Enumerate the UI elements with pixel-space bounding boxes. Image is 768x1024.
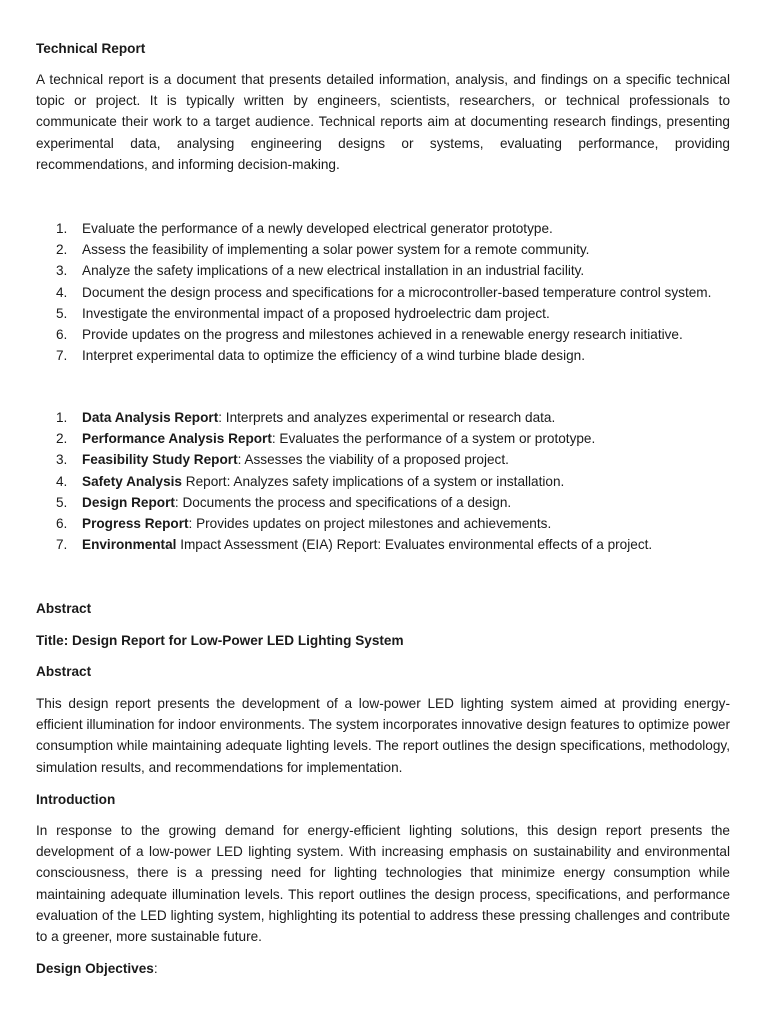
document-title: Technical Report bbox=[36, 41, 146, 56]
list-number: 6. bbox=[56, 516, 68, 532]
report-types-list bbox=[36, 407, 730, 555]
report-type-description: : Interprets and analyzes experimental or research data. bbox=[218, 410, 556, 425]
intro-paragraph: A technical report is a document that presents detailed information, analysis, and findings on a specific technical topic or project. It is typically written by engineers, scientists, researchers, or technical professionals to communicate their work to a target audience. Technical reports aim at documenting research findings, presenting experimental data, analysing engineering designs or systems, evaluating performance, providing recommendations, and informing decision-making. bbox=[36, 72, 730, 172]
report-type-name: Feasibility Study Report bbox=[82, 452, 238, 468]
list-item bbox=[36, 324, 730, 345]
list-item-text: Investigate the environmental impact of a proposed hydroelectric dam project. bbox=[82, 305, 550, 321]
list-number: 7. bbox=[56, 348, 68, 364]
report-type-name: Design Report bbox=[82, 494, 175, 510]
list-item bbox=[36, 239, 730, 260]
list-item bbox=[36, 534, 730, 555]
introduction-paragraph: In response to the growing demand for energy-efficient lighting solutions, this design report presents the development of a low-power LED lighting system. With increasing emphasis on sustainability and environmental consciousness, there is a pressing need for lighting technologies that minimize energy consumption while maintaining adequate illumination levels. This report outlines the design process, specifications, and performance evaluation of the LED lighting system, highlighting its potential to address these pressing challenges and contribute to a greener, more sustainable future. bbox=[36, 823, 730, 945]
design-objectives-label: Design Objectives bbox=[36, 961, 154, 976]
list-number: 5. bbox=[56, 494, 68, 510]
list-item bbox=[36, 492, 730, 513]
report-type-name: Data Analysis Report bbox=[82, 410, 219, 425]
list-number: 3. bbox=[56, 452, 68, 468]
report-type-name: Performance Analysis Report bbox=[82, 431, 272, 447]
list-item bbox=[36, 471, 730, 492]
abstract-subheading: Abstract bbox=[36, 664, 92, 679]
report-type-description: Report: Analyzes safety implications of a system or installation. bbox=[182, 473, 565, 489]
list-item bbox=[36, 407, 730, 428]
list-item-text: Document the design process and specifications for a microcontroller-based temperature control system. bbox=[82, 284, 712, 300]
list-item bbox=[36, 513, 730, 534]
list-item-text: Analyze the safety implications of a new electrical installation in an industrial facility. bbox=[82, 263, 585, 279]
list-item bbox=[36, 282, 730, 303]
report-type-description: : Documents the process and specifications of a design. bbox=[174, 494, 512, 510]
list-number: 2. bbox=[56, 431, 68, 447]
abstract-heading: Abstract bbox=[36, 601, 92, 616]
list-item bbox=[36, 449, 730, 470]
list-number: 4. bbox=[56, 284, 68, 300]
report-type-name: Progress Report bbox=[82, 516, 189, 532]
report-type-description: : Provides updates on project milestones and achievements. bbox=[188, 516, 552, 532]
list-item bbox=[36, 428, 730, 449]
report-type-description: : Evaluates the performance of a system or prototype. bbox=[271, 431, 596, 447]
report-type-name: Environmental bbox=[82, 537, 177, 553]
introduction-heading: Introduction bbox=[36, 792, 116, 807]
list-number: 1. bbox=[56, 221, 68, 236]
list-number: 7. bbox=[56, 537, 68, 553]
list-number: 1. bbox=[56, 410, 68, 425]
list-item bbox=[36, 260, 730, 281]
report-title: Title: Design Report for Low-Power LED Lighting System bbox=[36, 633, 404, 648]
list-number: 4. bbox=[56, 473, 68, 489]
list-item bbox=[36, 303, 730, 324]
examples-list bbox=[36, 218, 730, 366]
list-number: 5. bbox=[56, 305, 68, 321]
report-type-name: Safety Analysis bbox=[82, 473, 182, 489]
list-item-text: Evaluate the performance of a newly developed electrical generator prototype. bbox=[82, 221, 553, 236]
abstract-paragraph: This design report presents the development of a low-power LED lighting system aimed at providing energy-efficient illumination for indoor environments. The system incorporates innovative design features to optimize power consumption while maintaining adequate lighting levels. The report outlines the design specifications, methodology, simulation results, and recommendations for implementation. bbox=[36, 696, 730, 775]
report-type-description: : Assesses the viability of a proposed project. bbox=[237, 452, 509, 468]
list-item bbox=[36, 218, 730, 239]
design-objectives-colon: : bbox=[153, 961, 158, 976]
list-item-text: Assess the feasibility of implementing a solar power system for a remote community. bbox=[82, 242, 590, 258]
list-item-text: Provide updates on the progress and milestones achieved in a renewable energy research initiative. bbox=[82, 327, 683, 343]
list-item bbox=[36, 345, 730, 366]
list-number: 2. bbox=[56, 242, 68, 258]
list-number: 6. bbox=[56, 327, 68, 343]
list-number: 3. bbox=[56, 263, 68, 279]
report-type-description: Impact Assessment (EIA) Report: Evaluates environmental effects of a project. bbox=[176, 537, 653, 553]
list-item-text: Interpret experimental data to optimize the efficiency of a wind turbine blade design. bbox=[82, 348, 586, 364]
design-objectives-heading bbox=[36, 958, 158, 979]
